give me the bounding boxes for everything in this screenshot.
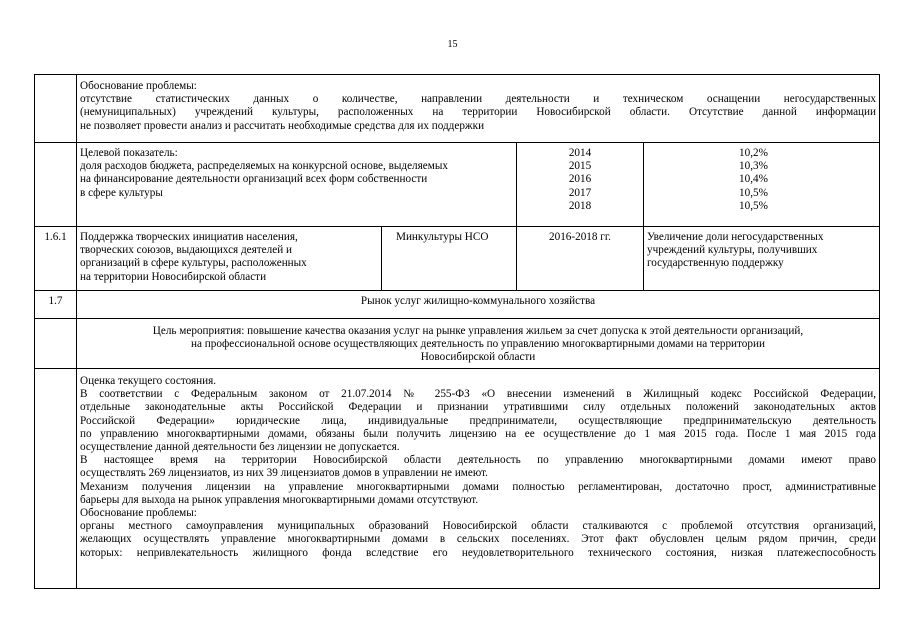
goal-line: на профессиональной основе осуществляющих деятельность по управлению многоквартирными домами на территории bbox=[191, 338, 765, 351]
indicator-year: 2015 bbox=[568, 160, 592, 173]
measure-line: организаций в сфере культуры, расположенных bbox=[80, 257, 307, 270]
measure-line: на территории Новосибирской области bbox=[80, 270, 267, 283]
assessment-line: органы местного самоуправления муниципальных образований Новосибирской области сталкиваются с проблемой отсутствия организаций, bbox=[80, 520, 876, 533]
indicator-cell bbox=[77, 143, 517, 227]
assessment-line: желающих осуществлять управление многоквартирными домами в сельских поселениях. Этот факт обусловлен целым рядом причин, среди bbox=[80, 533, 876, 546]
measure-result bbox=[644, 227, 880, 291]
row-indicator bbox=[35, 143, 880, 227]
indicator-year: 2018 bbox=[568, 199, 592, 212]
measure-line: Поддержка творческих инициатив населения, bbox=[80, 231, 298, 243]
assessment-line: В настоящее время на территории Новосибирской области деятельность по управлению многоквартирными домами имеют право bbox=[80, 454, 876, 467]
assessment-line-last: осуществлять 269 лицензиатов, из них 39 лицензиатов домов в управлении не имеют. bbox=[80, 467, 488, 480]
section-title: Рынок услуг жилищно-коммунального хозяйства bbox=[77, 291, 880, 319]
row-goal bbox=[35, 319, 880, 369]
problem-cell bbox=[77, 75, 880, 143]
assessment-line: по управлению многоквартирными домами, обязаны были получить лицензию на ее осуществление до 1 мая 2015 года. После 1 мая 2015 года bbox=[80, 427, 876, 440]
problem-line: отсутствие статистических данных о количестве, направлении деятельности и техническом оснащении негосударственных bbox=[80, 93, 876, 106]
row-1-7 bbox=[35, 291, 880, 319]
result-line: государственную поддержку bbox=[647, 257, 784, 270]
measure-description bbox=[77, 227, 382, 291]
cell-empty-number bbox=[35, 369, 77, 589]
row-problem bbox=[35, 75, 880, 143]
indicator-line: на финансирование деятельности организаций всех форм собственности bbox=[80, 173, 428, 186]
assessment-line: Российской Федерации» юридические лица, индивидуальные предприниматели, осуществляющие предпринимательскую деятельность bbox=[80, 414, 876, 427]
indicator-value: 10,5% bbox=[739, 199, 768, 212]
cell-empty-number bbox=[35, 319, 77, 369]
assessment-line: Механизм получения лицензии на управление многоквартирными домами полностью регламентирован, достаточно прост, административные bbox=[80, 480, 876, 493]
assessment-problem-heading: Обоснование проблемы: bbox=[80, 507, 197, 520]
goal-line: Цель мероприятия: повышение качества оказания услуг на рынке управления жильем за счет допуска к этой деятельности организаций, bbox=[152, 325, 804, 337]
measures-table bbox=[34, 74, 880, 589]
indicator-line: доля расходов бюджета, распределяемых на конкурсной основе, выделяемых bbox=[80, 160, 448, 173]
indicator-value: 10,3% bbox=[739, 160, 768, 173]
indicator-heading: Целевой показатель: bbox=[80, 147, 178, 159]
goal-cell bbox=[77, 319, 880, 369]
cell-empty-number bbox=[35, 75, 77, 143]
assessment-line-last: осуществление данной деятельности без лицензии не допускается. bbox=[80, 441, 400, 454]
page-number: 15 bbox=[447, 39, 458, 50]
assessment-cell bbox=[77, 369, 880, 589]
measure-line: творческих союзов, выдающихся деятелей и bbox=[80, 244, 292, 257]
assessment-line: которых: непривлекательность жилищного фонда вследствие его неудовлетворительного технического состояния, низкая платежеспособность bbox=[80, 546, 876, 559]
problem-line: (немуниципальных) учреждений культуры, расположенных на территории Новосибирской области. Отсутствие данной информации bbox=[80, 106, 876, 119]
indicator-value: 10,2% bbox=[739, 147, 768, 159]
assessment-line-last: барьеры для выхода на рынок управления многоквартирными домами отсутствуют. bbox=[80, 493, 479, 506]
row-assessment bbox=[35, 369, 880, 589]
result-line: учреждений культуры, получивших bbox=[647, 244, 818, 257]
indicator-value: 10,4% bbox=[739, 173, 768, 186]
goal-line: Новосибирской области bbox=[420, 351, 536, 364]
indicator-year: 2016 bbox=[568, 173, 592, 186]
assessment-line: В соответствии с Федеральным законом от 21.07.2014 № 255-ФЗ «О внесении изменений в Жилищный кодекс Российской Федерации, bbox=[80, 388, 876, 401]
indicator-line: в сфере культуры bbox=[80, 186, 163, 199]
indicator-values bbox=[644, 143, 880, 227]
problem-heading: Обоснование проблемы: bbox=[80, 80, 197, 92]
measure-period: 2016-2018 гг. bbox=[517, 227, 644, 291]
indicator-year: 2017 bbox=[568, 186, 592, 199]
section-number: 1.7 bbox=[35, 291, 77, 319]
indicator-years bbox=[517, 143, 644, 227]
indicator-value: 10,5% bbox=[739, 186, 768, 199]
assessment-line: отдельные законодательные акты Российской Федерации и признании утратившими силу отдельных положений законодательных актов bbox=[80, 401, 876, 414]
row-1-6-1 bbox=[35, 227, 880, 291]
assessment-heading: Оценка текущего состояния. bbox=[80, 375, 217, 387]
cell-empty-number bbox=[35, 143, 77, 227]
indicator-year: 2014 bbox=[568, 147, 592, 159]
problem-line-last: не позволяет провести анализ и рассчитать необходимые средства для их поддержки bbox=[80, 119, 485, 132]
measure-number: 1.6.1 bbox=[35, 227, 77, 291]
measure-executor: Минкультуры НСО bbox=[382, 227, 517, 291]
result-line: Увеличение доли негосударственных bbox=[647, 231, 824, 243]
